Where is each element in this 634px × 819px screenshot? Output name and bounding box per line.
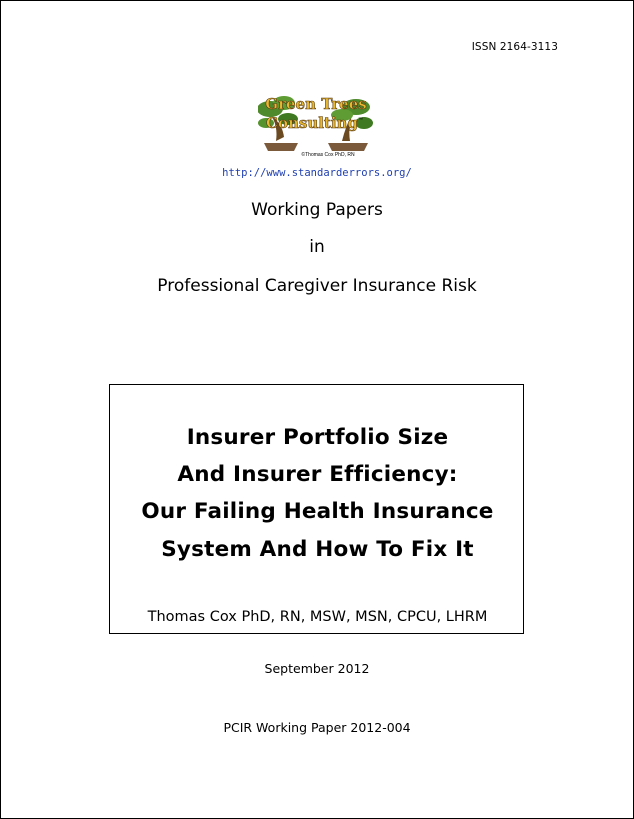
series-title-line3: Professional Caregiver Insurance Risk	[157, 276, 477, 296]
issn-number: ISSN 2164-3113	[471, 41, 558, 53]
title-box	[109, 384, 524, 634]
publication-date: September 2012	[264, 661, 370, 676]
paper-title-line4: System And How To Fix It	[161, 537, 474, 562]
website-link[interactable]: http://www.standarderrors.org/	[222, 167, 412, 179]
logo-text-line2: Consulting	[266, 114, 358, 132]
series-title-line1: Working Papers	[251, 200, 383, 220]
series-title-line2: in	[309, 237, 325, 257]
author-credentials: Thomas Cox PhD, RN, MSW, MSN, CPCU, LHRM	[147, 609, 488, 625]
paper-title-line2: And Insurer Efficiency:	[177, 462, 458, 487]
paper-title-line3: Our Failing Health Insurance	[141, 499, 494, 524]
green-trees-consulting-logo	[258, 83, 374, 163]
logo-credit: ©Thomas Cox PhD, RN	[301, 152, 355, 158]
working-paper-number: PCIR Working Paper 2012-004	[223, 720, 411, 735]
logo-text-line1: Green Trees	[265, 95, 367, 113]
paper-title-line1: Insurer Portfolio Size	[186, 425, 449, 450]
logo-trademark: ™	[358, 117, 363, 123]
